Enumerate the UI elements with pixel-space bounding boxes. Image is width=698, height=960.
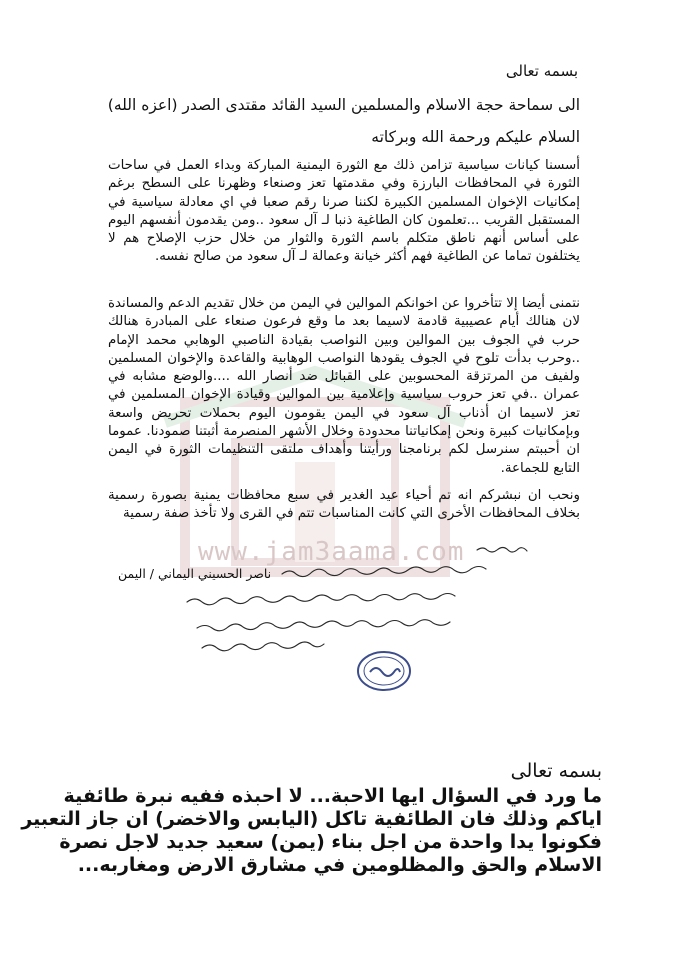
letter-addressee: الى سماحة حجة الاسلام والمسلمين السيد القائد مقتدى الصدر (اعزه الله) [107,96,580,114]
letter-signature: ناصر الحسيني اليماني / اليمن [118,566,272,581]
transcription-line-2: اياكم وذلك فان الطائفية تاكل (اليابس والاخضر) ان جاز التعبير [21,808,602,830]
transcription-line-3: فكونوا يدا واحدة من اجل بناء (يمن) سعيد جديد لاجل نصرة [59,831,602,853]
transcription-block [21,760,602,877]
letter-greeting: السلام عليكم ورحمة الله وبركاته [371,128,580,146]
handwritten-line-1 [477,548,527,553]
signature-stamp [356,650,412,692]
handwritten-line-5 [202,642,324,651]
letter-paragraph-3: ونحب ان نبشركم انه تم أحياء عيد الغدير في سبع محافظات يمنية بصورة رسمية بخلاف المحافظات الأخرى التي كانت المناسبات تتم في القرى ولا تأخذ صفة رسمية [108,488,580,522]
handwritten-line-4 [197,620,450,631]
transcription-line-4: الاسلام والحق والمظلومين في مشارق الارض ومغاربه... [77,854,602,876]
watermark-url: www.jam3aama.com [198,537,465,567]
handwritten-line-2 [282,567,486,577]
letter-paragraph-2: نتمنى أيضا إلا تتأخروا عن اخوانكم الموالين في اليمن من خلال تقديم الدعم والمساندة لان هنالك أيام عصيبية قادمة لاسيما بعد ما وقع فرعون صنعاء على المبادرة هنالك حرب في الجوف بين الموالين وبين النواصب بقيادة الناصبي الوهابي محمد الإمام ..وحرب بدأت تلوح في الجوف يقودها النواصب الوهابية والقاعدة والإخوان المسلمين ولفيف من المرتزقة المحسوبين على القبائل ضد أنصار الله ....والوضع مشابه في عمران ..في تعز حروب سياسية وإعلامية بين الموالين وقيادة الإخوان المسلمين في تعز لاسيما ان أذناب آل سعود في اليمن يقومون اليوم بحملات تحريض واسعة وبإمكانيات كبيرة ونحن إمكانياتنا محدودة وخلال الأشهر المنصرمة أثبتنا صمودنا. عموما ان أحببتم سنرسل لكم برنامجنا ورأيتنا وأهداف ملتقى التنظيمات الثورة في اليمن التابع للجماعة. [108,296,580,476]
letter-paragraph-1: أسسنا كيانات سياسية تزامن ذلك مع الثورة اليمنية المباركة وبداء العمل في ساحات الثورة في المحافظات البارزة وفي مقدمتها تعز وصنعاء وظهرنا على السطح برغم إمكانيات الإخوان المسلمين الكبيرة لكننا صرنا رقم صعبا في اي معادلة سياسية في المستقبل القريب ...تعلمون كان الطاغية ذنبا لـ آل سعود ..ومن يقدمون أنفسهم اليوم على أساس أنهم ناطق متكلم باسم الثورة والثوار من خلال حزب الإصلاح هم لا يختلفون تماما عن الطاغية فهم أكثر خيانة وعمالة لـ آل سعود من صالح نفسه. [108,158,580,265]
letter-heading: بسمه تعالى [505,62,578,80]
transcription-title: بسمه تعالى [510,760,602,782]
transcription-line-1: ما ورد في السؤال ايها الاحبة... لا احبذه ففيه نبرة طائفية [63,785,602,807]
handwritten-line-3 [187,594,455,605]
